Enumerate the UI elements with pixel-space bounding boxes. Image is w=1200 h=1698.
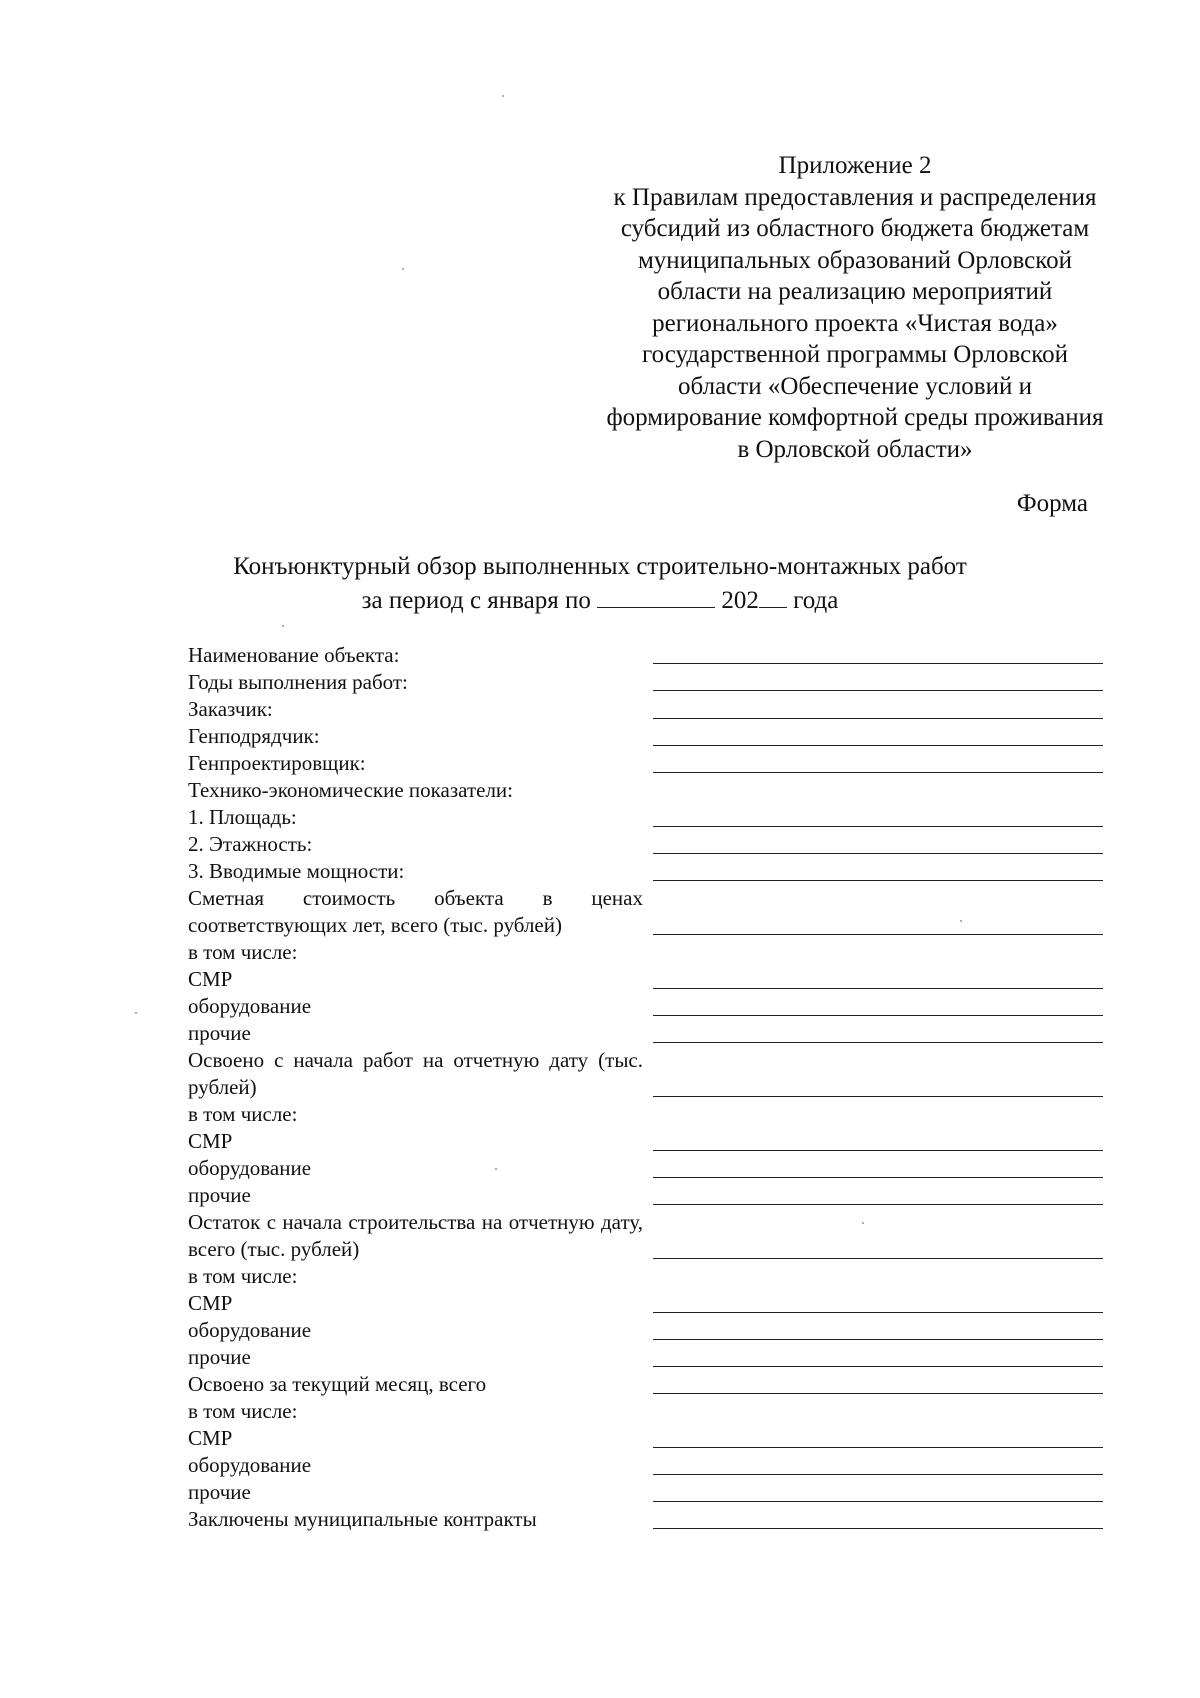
field-label: оборудование [188, 1156, 312, 1180]
fill-line[interactable] [653, 1393, 1103, 1394]
field-label: Заказчик: [188, 697, 273, 721]
fill-line[interactable] [653, 718, 1103, 719]
field-label: Генпроектировщик: [188, 751, 366, 775]
annex-line: Приложение 2 [778, 152, 932, 179]
annex-header [575, 150, 1135, 465]
field-label: СМР [188, 1426, 233, 1450]
period-suffix: года [793, 587, 839, 614]
field-label: Технико-экономические показатели: [188, 778, 513, 802]
fill-line[interactable] [653, 663, 1103, 664]
fill-line[interactable] [653, 690, 1103, 691]
scan-speck [135, 1012, 137, 1014]
fill-line[interactable] [653, 1096, 1103, 1097]
field-label: Годы выполнения работ: [188, 670, 408, 694]
fill-line[interactable] [653, 1015, 1103, 1016]
fill-line[interactable] [653, 934, 1103, 935]
annex-line: к Правилам предоставления и распределения [613, 183, 1097, 211]
fill-line[interactable] [653, 826, 1103, 827]
fill-line[interactable] [653, 1447, 1103, 1448]
period-prefix: за период с января по [361, 587, 591, 614]
document-title: Конъюнктурный обзор выполненных строительно-монтажных работ [233, 553, 967, 580]
field-label: СМР [188, 967, 233, 991]
annex-line: области на реализацию мероприятий [657, 278, 1053, 305]
scan-speck [282, 625, 284, 627]
field-label: Освоено с начала работ на отчетную дату (тыс. рублей) [188, 1048, 643, 1099]
annex-line: в Орловской области» [737, 435, 973, 463]
field-label: Генподрядчик: [188, 724, 320, 748]
scan-speck [495, 1168, 497, 1170]
field-label: 3. Вводимые мощности: [188, 859, 405, 883]
field-label: оборудование [188, 994, 312, 1018]
fill-line[interactable] [653, 772, 1103, 773]
fill-line[interactable] [653, 1258, 1103, 1259]
field-label: прочие [188, 1021, 251, 1045]
fill-line[interactable] [653, 1501, 1103, 1502]
month-blank[interactable] [597, 585, 715, 608]
scan-speck [402, 268, 404, 270]
fill-line[interactable] [653, 880, 1103, 881]
fill-line[interactable] [653, 988, 1103, 989]
field-label: Освоено за текущий месяц, всего [188, 1372, 487, 1396]
fill-line[interactable] [653, 1042, 1103, 1043]
field-label: СМР [188, 1129, 233, 1153]
field-label: в том числе: [188, 1102, 298, 1126]
field-label: в том числе: [188, 1264, 298, 1288]
field-label: оборудование [188, 1318, 312, 1342]
field-label: в том числе: [188, 940, 298, 964]
year-blank[interactable] [759, 585, 787, 608]
fill-line[interactable] [653, 1366, 1103, 1367]
field-label: 1. Площадь: [188, 805, 297, 829]
annex-line: регионального проекта «Чистая вода» [652, 309, 1058, 337]
scan-speck [960, 920, 962, 922]
fill-line[interactable] [653, 1204, 1103, 1205]
fill-line[interactable] [653, 853, 1103, 854]
field-label: оборудование [188, 1453, 312, 1477]
form-label: Форма [1016, 490, 1088, 517]
field-label: Сметная стоимость объекта в ценах соответствующих лет, всего (тыс. рублей) [188, 886, 643, 937]
period-year: 202 [721, 587, 759, 614]
fill-line[interactable] [653, 1528, 1103, 1529]
field-label: прочие [188, 1183, 251, 1207]
fill-line[interactable] [653, 1177, 1103, 1178]
field-label: СМР [188, 1291, 233, 1315]
fill-line[interactable] [653, 1150, 1103, 1151]
field-label: прочие [188, 1480, 251, 1504]
annex-line: области «Обеспечение условий и [678, 372, 1032, 400]
fill-line[interactable] [653, 745, 1103, 746]
annex-line: формирование комфортной среды проживания [606, 404, 1104, 431]
field-label: в том числе: [188, 1399, 298, 1423]
scan-speck [862, 1222, 864, 1224]
field-label: Заключены муниципальные контракты [188, 1507, 537, 1531]
fill-line[interactable] [653, 1339, 1103, 1340]
field-label: Наименование объекта: [188, 643, 400, 667]
field-label: прочие [188, 1345, 251, 1369]
annex-line: муниципальных образований Орловской [637, 246, 1073, 274]
fill-line[interactable] [653, 1312, 1103, 1313]
scan-speck [502, 95, 504, 97]
field-label: 2. Этажность: [188, 832, 313, 856]
annex-line: субсидий из областного бюджета бюджетам [620, 215, 1090, 242]
annex-line: государственной программы Орловской [641, 341, 1069, 368]
fill-line[interactable] [653, 1474, 1103, 1475]
document-period [0, 585, 1200, 615]
field-label: Остаток с начала строительства на отчетную дату, всего (тыс. рублей) [188, 1210, 643, 1261]
